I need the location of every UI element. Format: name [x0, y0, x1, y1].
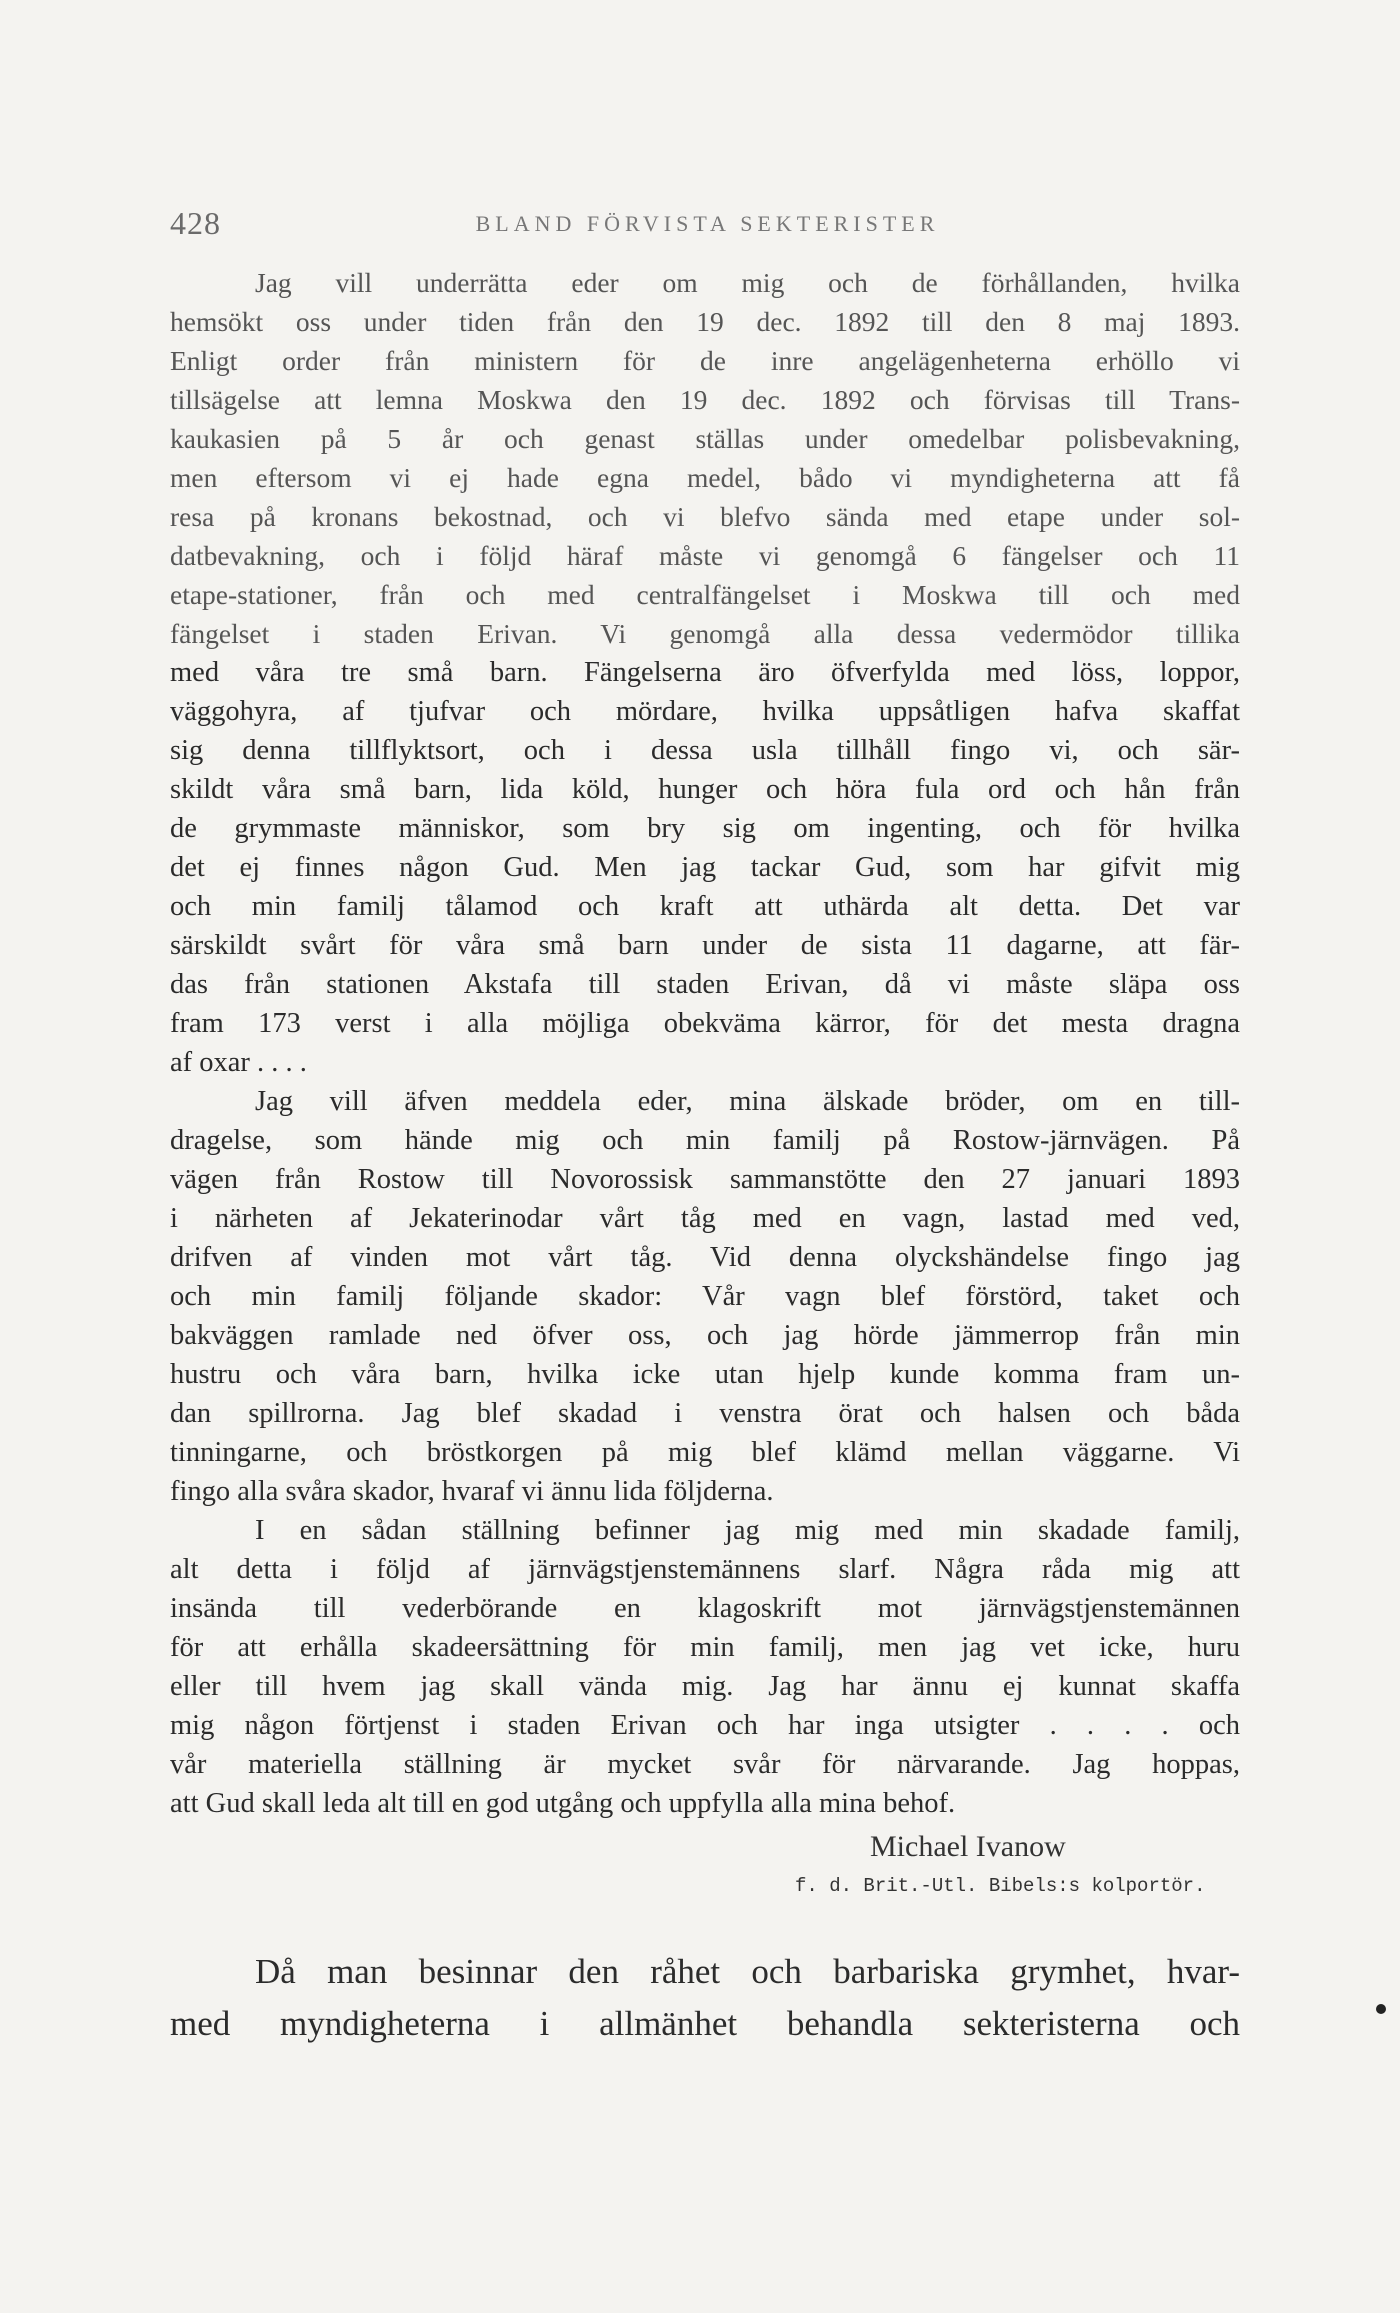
text-line: Enligt order från ministern för de inre angelägenheterna erhöllo vi: [170, 345, 1240, 376]
text-line: vägen från Rostow till Novorossisk sammanstötte den 27 januari 1893: [170, 1164, 1240, 1195]
text-line: I en sådan ställning befinner jag mig med min skadade familj,: [255, 1515, 1240, 1546]
text-line: tillsägelse att lemna Moskwa den 19 dec. 1892 och förvisas till Trans-: [170, 384, 1240, 415]
ink-spot: [1376, 2004, 1386, 2014]
text-line: hemsökt oss under tiden från den 19 dec. 1892 till den 8 maj 1893.: [170, 306, 1240, 337]
text-line: och min familj följande skador: Vår vagn blef förstörd, taket och: [170, 1281, 1240, 1312]
text-line: det ej finnes någon Gud. Men jag tackar Gud, som har gifvit mig: [170, 852, 1240, 883]
text-line: kaukasien på 5 år och genast ställas under omedelbar polisbevakning,: [170, 423, 1240, 454]
text-line: tinningarne, och bröstkorgen på mig blef klämd mellan väggarne. Vi: [170, 1437, 1240, 1468]
page-number: 428: [170, 205, 221, 241]
text-line: drifven af vinden mot vårt tåg. Vid denna olyckshändelse fingo jag: [170, 1242, 1240, 1273]
text-line: med myndigheterna i allmänhet behandla sekteristerna och: [170, 2004, 1240, 2043]
text-line: hustru och våra barn, hvilka icke utan hjelp kunde komma fram un-: [170, 1359, 1240, 1390]
text-line: Jag vill äfven meddela eder, mina älskade bröder, om en till-: [255, 1086, 1240, 1117]
text-line: mig någon förtjenst i staden Erivan och har inga utsigter . . . . och: [170, 1710, 1240, 1741]
text-line: eller till hvem jag skall vända mig. Jag har ännu ej kunnat skaffa: [170, 1671, 1240, 1702]
text-line: alt detta i följd af järnvägstjenstemännens slarf. Några råda mig att: [170, 1554, 1240, 1585]
text-line: Jag vill underrätta eder om mig och de förhållanden, hvilka: [255, 267, 1240, 298]
text-line: fängelset i staden Erivan. Vi genomgå alla dessa vedermödor tillika: [170, 618, 1240, 649]
text-line: dan spillrorna. Jag blef skadad i venstra örat och halsen och båda: [170, 1398, 1240, 1429]
closing-paragraph: [170, 1946, 1240, 2050]
text-line: i närheten af Jekaterinodar vårt tåg med en vagn, lastad med ved,: [170, 1203, 1240, 1234]
text-line: de grymmaste människor, som bry sig om ingenting, och för hvilka: [170, 813, 1240, 844]
text-line: af oxar . . . .: [170, 1047, 307, 1078]
signature: Michael Ivanow: [870, 1830, 1066, 1863]
text-line: väggohyra, af tjufvar och mördare, hvilka uppsåtligen hafva skaffat: [170, 696, 1240, 727]
text-line: datbevakning, och i följd häraf måste vi genomgå 6 fängelser och 11: [170, 540, 1240, 571]
text-line: fram 173 verst i alla möjliga obekväma kärror, för det mesta dragna: [170, 1008, 1240, 1039]
text-line: att Gud skall leda alt till en god utgång och uppfylla alla mina behof.: [170, 1788, 956, 1819]
letter-paragraph-1: [170, 263, 1240, 653]
text-line: men eftersom vi ej hade egna medel, bådo vi myndigheterna att få: [170, 462, 1240, 493]
text-line: das från stationen Akstafa till staden Erivan, då vi måste släpa oss: [170, 969, 1240, 1000]
text-line: sig denna tillflyktsort, och i dessa usla tillhåll fingo vi, och sär-: [170, 735, 1240, 766]
text-line: med våra tre små barn. Fängelserna äro öfverfylda med löss, loppor,: [170, 657, 1240, 688]
text-line: för att erhålla skadeersättning för min familj, men jag vet icke, huru: [170, 1632, 1240, 1663]
text-line: fingo alla svåra skador, hvaraf vi ännu lida följderna.: [170, 1476, 774, 1507]
running-title: BLAND FÖRVISTA SEKTERISTER: [475, 211, 940, 236]
text-line: resa på kronans bekostnad, och vi blefvo sända med etape under sol-: [170, 501, 1240, 532]
text-line: dragelse, som hände mig och min familj på Rostow-järnvägen. På: [170, 1125, 1240, 1156]
text-line: särskildt svårt för våra små barn under de sista 11 dagarne, att fär-: [170, 930, 1240, 961]
text-line: Då man besinnar den råhet och barbariska grymhet, hvar-: [255, 1952, 1240, 1991]
letter-paragraph-continued: [170, 653, 1240, 1823]
text-line: bakväggen ramlade ned öfver oss, och jag hörde jämmerrop från min: [170, 1320, 1240, 1351]
running-head: [170, 205, 1245, 245]
text-line: och min familj tålamod och kraft att uthärda alt detta. Det var: [170, 891, 1240, 922]
text-line: etape-stationer, från och med centralfängelset i Moskwa till och med: [170, 579, 1240, 610]
text-line: vår materiella ställning är mycket svår för närvarande. Jag hoppas,: [170, 1749, 1240, 1780]
text-line: insända till vederbörande en klagoskrift mot järnvägstjenstemännen: [170, 1593, 1240, 1624]
signature-note: f. d. Brit.-Utl. Bibels:s kolportör.: [795, 1875, 1206, 1897]
text-line: skildt våra små barn, lida köld, hunger och höra fula ord och hån från: [170, 774, 1240, 805]
